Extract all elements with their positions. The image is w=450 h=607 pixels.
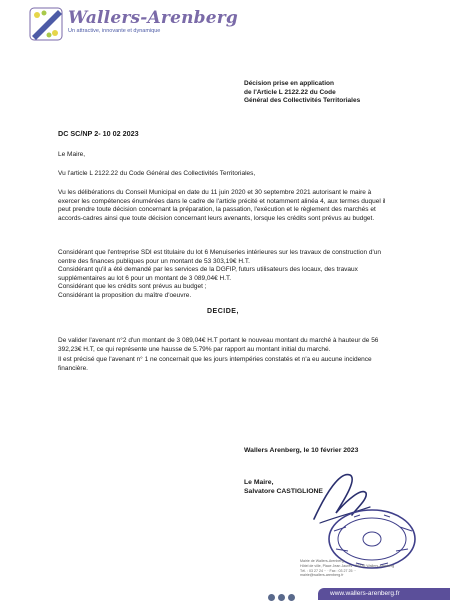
footer-address [300, 559, 420, 578]
twitter-icon[interactable] [278, 594, 285, 601]
legal-basis-text: Vu l'article L 2122.22 du Code Général des Collectivités Territoriales, [58, 170, 256, 177]
decision-paragraph: De valider l'avenant n°2 d'un montant de 3 089,04€ H.T portant le nouveau montant du marché à hauteur de 56 392,23€ H.T, ce qui représente une hausse de 5.79% par rapport au montant initial du marché. [58, 337, 379, 353]
deliberations-paragraph [58, 189, 393, 223]
author-text: Le Maire, [58, 151, 86, 158]
website-link[interactable]: www.wallers-arenberg.fr [330, 590, 400, 597]
header-line: Général des Collectivités Territoriales [244, 97, 361, 104]
decision-paragraph: Il est précisé que l'avenant n° 1 ne concernait que les jours intempéries constatés et n'a eu aucune incidence financière. [58, 356, 372, 372]
footer-address-line: Mairie de Wallers-Arenberg [300, 559, 344, 563]
signatory-title: Le Maire, [244, 479, 274, 486]
social-icons [268, 589, 308, 598]
website-banner[interactable] [318, 588, 450, 600]
document-reference: DC SC/NP 2- 10 02 2023 [58, 129, 139, 138]
city-tagline: Un attractive, innovante et dynamique [68, 28, 161, 34]
header-line: Décision prise en application [244, 80, 334, 87]
decision-block [58, 337, 393, 373]
footer-address-line: Hôtel de ville, Place Jean Jaurès · 59135 Wallers-Arenberg [300, 563, 395, 568]
footer-address-line: Tél. : 03 27 24 ·· · Fax : 03 27 25 ·· [300, 568, 356, 573]
city-logo [28, 6, 239, 42]
footer-address-line: mairie@wallers-arenberg.fr [300, 573, 344, 578]
header-line: de l'Article L 2122.22 du Code [244, 88, 336, 96]
facebook-icon[interactable] [268, 594, 275, 601]
decision-header [244, 80, 424, 106]
legal-basis [58, 170, 393, 179]
considerant-item: Considérant la proposition du maître d'oeuvre. [58, 291, 192, 299]
decide-heading: DECIDE, [207, 308, 239, 315]
place-and-date: Wallers Arenberg, le 10 février 2023 [244, 447, 359, 454]
considerant-item: Considérant que les crédits sont prévus au budget ; [58, 283, 207, 290]
considerants-block [58, 249, 393, 300]
considerant-item: Considérant qu'il a été demandé par les services de la DGFIP, futurs utilisateurs des locaux, des travaux supplémentaires au lot 6 pour un montant de 3 089,04€ H.T. [58, 266, 358, 282]
author-line [58, 151, 393, 160]
signatory-name: Salvatore CASTIGLIONE [244, 488, 323, 495]
city-crest-icon [28, 6, 64, 42]
instagram-icon[interactable] [288, 594, 295, 601]
considerant-item: Considérant que l'entreprise SDI est titulaire du lot 6 Menuiseries intérieures sur les travaux de construction d'un centre des finances publiques pour un montant de 53 303,19€ H.T. [58, 249, 381, 265]
city-name: Wallers-Arenberg [68, 8, 239, 28]
deliberations-text: Vu les délibérations du Conseil Municipal en date du 11 juin 2020 et 30 septembre 2021 autorisant le maire à exercer les compétences énumérées dans le cadre de l'article précité et notamment alinéa 4, aux termes duquel il peut prendre toute décision concernant la préparation, la passation, l'exécution et le règlement des marchés et accords-cadres ainsi que toute décision concernant leurs avenants, lorsque les crédits sont prévus au budget. [58, 189, 386, 222]
